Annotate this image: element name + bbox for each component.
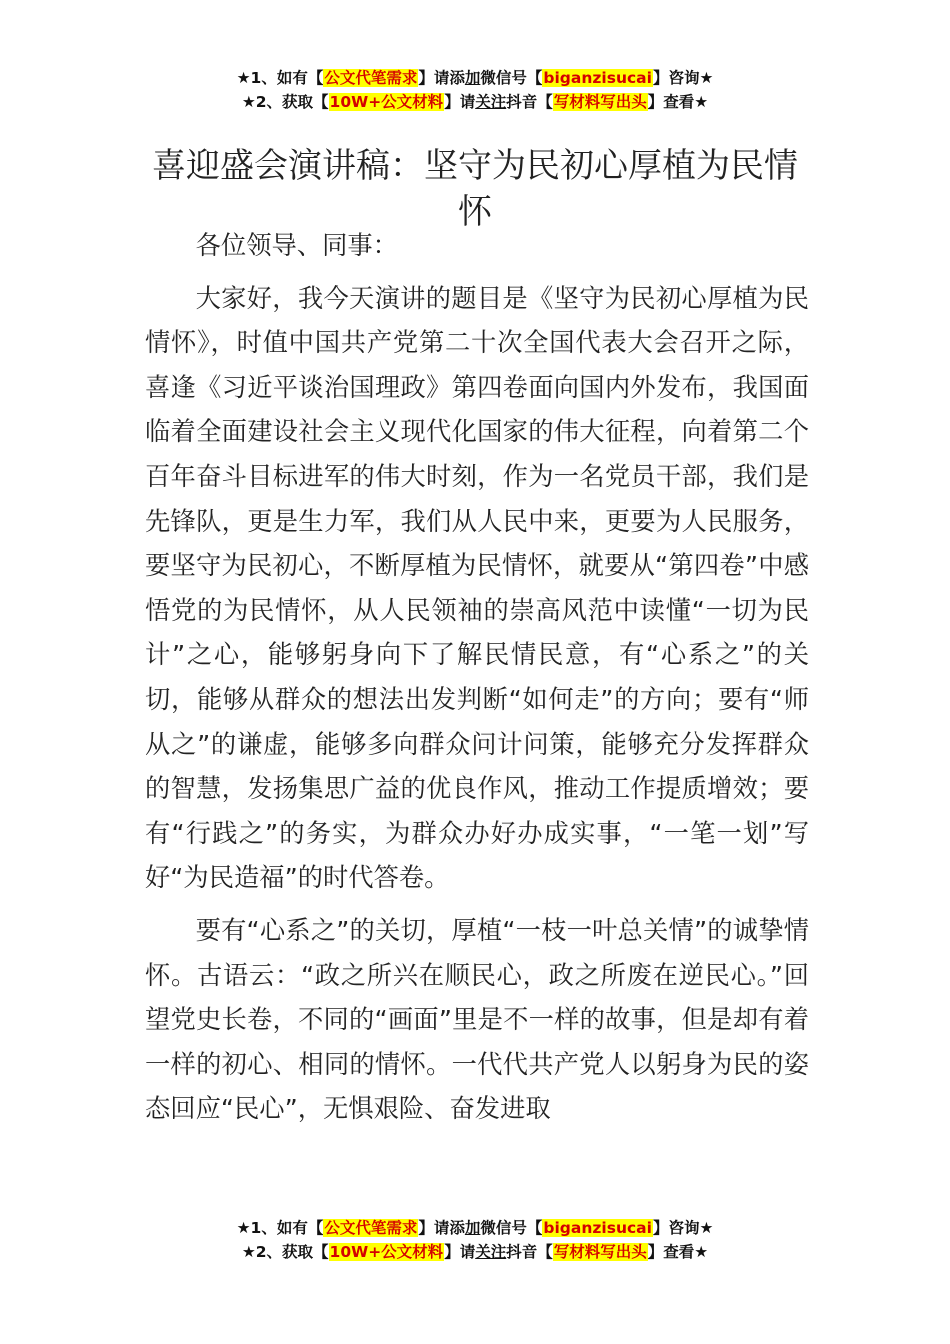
wechat-id-highlight: biganzisucai — [543, 1219, 652, 1237]
footer-banner-line-1: ★1、如有【公文代笔需求】请添加微信号【biganzisucai】咨询★ — [236, 1219, 714, 1237]
document-body — [145, 224, 809, 1140]
body-paragraph: 要有“心系之”的关切，厚植“一枝一叶总关情”的诚挚情怀。古语云：“政之所兴在顺民心，政之所废在逆民心。”回望党史长卷，不同的“画面”里是不一样的故事，但是却有着一样的初心、相同的情怀。一代代共产党人以躬身为民的姿态回应“民心”，无惧艰险、奋发进取 — [145, 915, 809, 1124]
materials-highlight: 10W+公文材料 — [329, 93, 444, 111]
writing-service-highlight: 公文代笔需求 — [324, 69, 418, 87]
materials-highlight: 10W+公文材料 — [329, 1243, 444, 1261]
writing-service-highlight: 公文代笔需求 — [324, 1219, 418, 1237]
header-banner — [0, 66, 950, 114]
salutation: 各位领导、同事： — [195, 231, 398, 260]
header-banner-line-1: ★1、如有【公文代笔需求】请添加微信号【biganzisucai】咨询★ — [236, 69, 714, 87]
header-banner-line-2: ★2、获取【10W+公文材料】请关注抖音【写材料写出头】查看★ — [241, 93, 709, 111]
body-paragraph: 大家好，我今天演讲的题目是《坚守为民初心厚植为民情怀》，时值中国共产党第二十次全国代表大会召开之际，喜逢《习近平谈治国理政》第四卷面向国内外发布，我国面临着全面建设社会主义现代化国家的伟大征程，向着第二个百年奋斗目标进军的伟大时刻，作为一名党员干部，我们是先锋队，更是生力军，我们从人民中来，更要为人民服务，要坚守为民初心，不断厚植为民情怀，就要从“第四卷”中感悟党的为民情怀，从人民领袖的崇高风范中读懂“一切为民计”之心，能够躬身向下了解民情民意，有“心系之”的关切，能够从群众的想法出发判断“如何走”的方向；要有“师从之”的谦虚，能够多向群众问计问策，能够充分发挥群众的智慧，发扬集思广益的优良作风，推动工作提质增效；要有“行践之”的务实，为群众办好办成实事，“一笔一划”写好“为民造福”的时代答卷。 — [145, 283, 809, 893]
douyin-account-highlight: 写材料写出头 — [553, 1243, 647, 1261]
document-title: 喜迎盛会演讲稿：坚守为民初心厚植为民情怀 — [152, 145, 798, 232]
wechat-id-highlight: biganzisucai — [543, 69, 652, 87]
footer-banner-line-2: ★2、获取【10W+公文材料】请关注抖音【写材料写出头】查看★ — [241, 1243, 709, 1261]
footer-banner — [0, 1216, 950, 1264]
douyin-account-highlight: 写材料写出头 — [553, 93, 647, 111]
